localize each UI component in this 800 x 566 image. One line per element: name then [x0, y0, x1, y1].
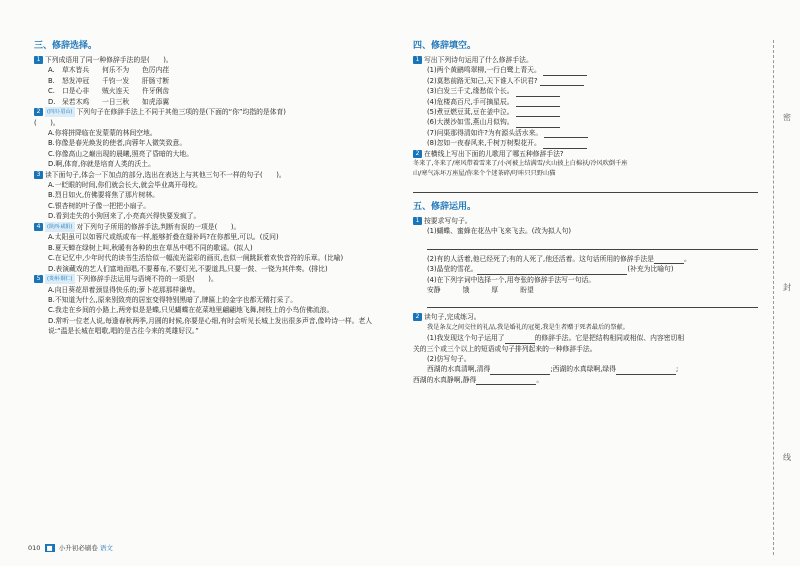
option-c: C.你像高山之巅出现的晨曦,照亮了昏暗的大地。 [48, 149, 194, 158]
question-text: 对下列句子所用的修辞手法,判断有误的一项是( )。 [76, 222, 241, 231]
reading-sentence: 我是条友之间交往的礼品,我是婚礼的冠冕,我是生者赠于死者最后的祭献。 [427, 323, 629, 331]
page-footer [28, 543, 113, 552]
option-d: D.表演藏戏的艺人们富地而唱,不要幕布,不要灯光,不要道具,只要一鼓、一铙为其伴奏。(排比) [48, 264, 328, 273]
question-1 [34, 55, 386, 65]
seal-char-mi: 密 [783, 113, 791, 122]
option-d: D. 呆若木鸡 一日三秋 如虎添翼 [48, 97, 170, 106]
section5-title: 五、修辞运用。 [413, 201, 477, 212]
answer-line[interactable] [413, 182, 758, 193]
question-number: 4 [34, 223, 43, 231]
task-item-2: (2)有的人活着,他已经死了;有的人死了,他还活着。这句话所用的修辞手法是 。 [427, 254, 691, 263]
option-d: D.常听一位老人说,每逢春秋两季,月圆的时候,你要是心细,有时会听见长城上发出很多声音,像吟诗一样。老人说:“温是长城在唱歌,唱的是古往今来的英雄好汉。” [48, 316, 373, 336]
option-a: A. 草木皆兵 何乐不为 色厉内荏 [48, 66, 170, 75]
question-2-cont: ( )。 [34, 118, 60, 127]
seal-line [773, 40, 774, 555]
task-item-1: (1)我发现这个句子运用了 的修辞手法。它是把结构相同或相似、内容密切相 [427, 334, 685, 343]
imitation-line-1: 西湖的水真清啊,清得 ;西湖的水真绿啊,绿得 ; [427, 365, 679, 374]
poem-item: (3)白发三千丈,缘愁似个长。 [413, 86, 758, 96]
page-number: 010 [28, 544, 41, 552]
poem-item: (7)问渠那得清如许?为有源头活水来。 [413, 128, 758, 138]
option-a: A.一眨眼的时间,你们就会长大,就会毕业离开母校。 [48, 181, 202, 190]
children-song-line2: 山/寒气冻坏万座屋/你来个个迷茶碎/吁咔只只野山猫 [413, 170, 556, 178]
option-b: B.不知道为什么,原来别致亮的居室变得特别黑暗了,牌匾上的金字也都无精打采了。 [48, 295, 298, 304]
poem-item: (1)两个黄鹂鸣翠柳,一行白鹭上青天。 [413, 65, 758, 75]
poem-item: (4)危楼高百尺,手可摘星辰。 [413, 97, 758, 107]
source-tag: (四川·眉山) [45, 107, 75, 117]
option-b: B. 怒发冲冠 千钧一发 肝肠寸断 [48, 76, 170, 85]
question-2 [34, 107, 386, 118]
answer-blank[interactable] [654, 255, 684, 264]
answer-blank[interactable] [476, 376, 536, 385]
question-number: 5 [34, 275, 43, 283]
option-c: C.我走在乡间的小路上,两旁似是是蝶,只见蝴蝶在花菜地里翩翩地飞舞,树枝上的小鸟仿佛流浪。 [48, 306, 334, 315]
task-item-2: (2)仿写句子。 [427, 354, 471, 363]
question-3 [34, 170, 386, 180]
task-item-1: (1)蝴蝶、蜜蜂在花丛中飞来飞去。(改为拟人句) [427, 227, 572, 236]
poem-item: (5)煮豆燃豆萁,豆在釜中泣。 [413, 107, 758, 117]
option-a: A.太阳虽可以如蓉尺或纸或布一样,能够折叠在缝补吗?在你都里,可以。(反问) [48, 233, 279, 242]
word-choices: 安静 饿 厚 盼望 [427, 285, 534, 294]
option-c: C.银杏树的叶子像一把把小扇子。 [48, 201, 151, 210]
section3-title: 三、修辞选择。 [34, 41, 98, 51]
imitation-line-2: 西湖的水真静啊,静得 。 [413, 375, 544, 384]
option-a: A.你将拼降临在发蒙蒙的林间空地。 [48, 129, 157, 138]
children-song-line1: 冬来了,冬来了/寒风带着雪来了/小河被上结满雪/火山披上白棉袄/冷风吹倒千座 [413, 160, 628, 168]
answer-blank[interactable] [490, 366, 550, 375]
question-r1 [413, 55, 758, 65]
question-text: 按要求写句子。 [424, 216, 472, 225]
poem-item: (8)忽如一夜春风来,千树万树梨花开。 [413, 138, 758, 148]
question-text: 在横线上写出下面的儿歌用了哪五种修辞手法? [424, 149, 564, 158]
answer-blank[interactable] [543, 67, 587, 76]
subject-label: 语文 [99, 544, 113, 552]
answer-blank[interactable] [505, 335, 535, 344]
poem-item: (6)大漠沙如雪,燕山月似钩。 [413, 117, 758, 127]
brand-logo-icon: ■ [46, 544, 53, 552]
answer-line[interactable] [427, 239, 758, 250]
answer-blank[interactable] [544, 129, 588, 138]
question-text: 读下面句子,体会一下加点的部分,选出在表达上与其他三句不一样的句子( )。 [45, 170, 286, 179]
answer-blank[interactable] [543, 140, 587, 149]
section4-title: 四、修辞填空。 [413, 41, 477, 51]
option-d: D.啊,体育,你就是培育人类的沃土。 [48, 160, 155, 169]
answer-blank[interactable] [516, 119, 560, 128]
option-a: A.向日葵花昂着颈显得快乐的;萝卜花那那样谦卑。 [48, 285, 200, 294]
question-number: 1 [34, 56, 43, 64]
question-number: 2 [413, 150, 422, 158]
answer-blank[interactable] [516, 98, 560, 107]
question-4 [34, 222, 386, 233]
option-d: D.看到走失的小狗回来了,小亮高兴得快要发疯了。 [48, 212, 201, 221]
question-r4 [413, 312, 758, 322]
right-column [413, 38, 758, 385]
question-5 [34, 274, 386, 285]
answer-blank[interactable] [616, 366, 676, 375]
book-title: 小升初必刷卷 [58, 544, 98, 552]
question-number: 1 [413, 56, 422, 64]
poem-item: (2)莫愁前路无知己,天下谁人不识君? [413, 76, 758, 86]
question-number: 2 [413, 313, 422, 321]
source-tag: (贵州·铜仁) [45, 274, 75, 284]
option-c: C. 口是心非 贼火连天 仵牙俐齿 [48, 87, 170, 96]
answer-blank[interactable] [540, 77, 584, 86]
question-text: 下列修辞手法运用与语境不符的一项是( )。 [76, 275, 218, 284]
seal-char-xian: 线 [783, 453, 791, 462]
question-r3 [413, 216, 758, 226]
question-text: 读句子,完成练习。 [424, 313, 481, 322]
question-text: 写出下列诗句运用了什么修辞手法。 [424, 56, 533, 64]
answer-line[interactable] [427, 297, 758, 308]
question-number: 2 [34, 108, 43, 116]
option-b: B.烈日如火,仿佛要将焦了那片树林。 [48, 191, 159, 200]
answer-blank[interactable] [516, 88, 560, 97]
answer-blank[interactable] [477, 266, 627, 275]
question-r2 [413, 149, 758, 159]
task-item-1-cont: 关的三个或三个以上的短语或句子排列起来的一种修辞手法。 [413, 344, 597, 353]
option-b: B.夏天蝉在绿树上叫,秋暖有各种的虫在草丛中唱不同的歌谣。(拟人) [48, 243, 253, 252]
question-number: 3 [34, 171, 43, 179]
source-tag: (陕西·咸阳) [45, 222, 75, 232]
task-item-3: (3)晶莹的雪花。 (补充为比喻句) [427, 265, 674, 274]
left-column [34, 38, 386, 337]
question-text: 下列成语用了同一种修辞手法的是( )。 [45, 56, 173, 64]
question-number: 1 [413, 217, 422, 225]
answer-blank[interactable] [516, 108, 560, 117]
option-b: B.你像是春光焕发的使者,向蓉年人微笑致意。 [48, 139, 187, 148]
option-c: C.在记忆中,少年时代的读书生活恰似一幅流光溢彩的画页,也似一阕跳跃着欢快音符的乐章。(比喻) [48, 254, 344, 263]
question-text: 下列句子在修辞手法上不同于其他三项的是(下面的“你”均指的是体育) [76, 108, 286, 117]
seal-char-feng: 封 [783, 283, 791, 292]
task-item-4: (4)在下列字词中选择一个,用夸张的修辞手法写一句话。 [427, 275, 596, 284]
